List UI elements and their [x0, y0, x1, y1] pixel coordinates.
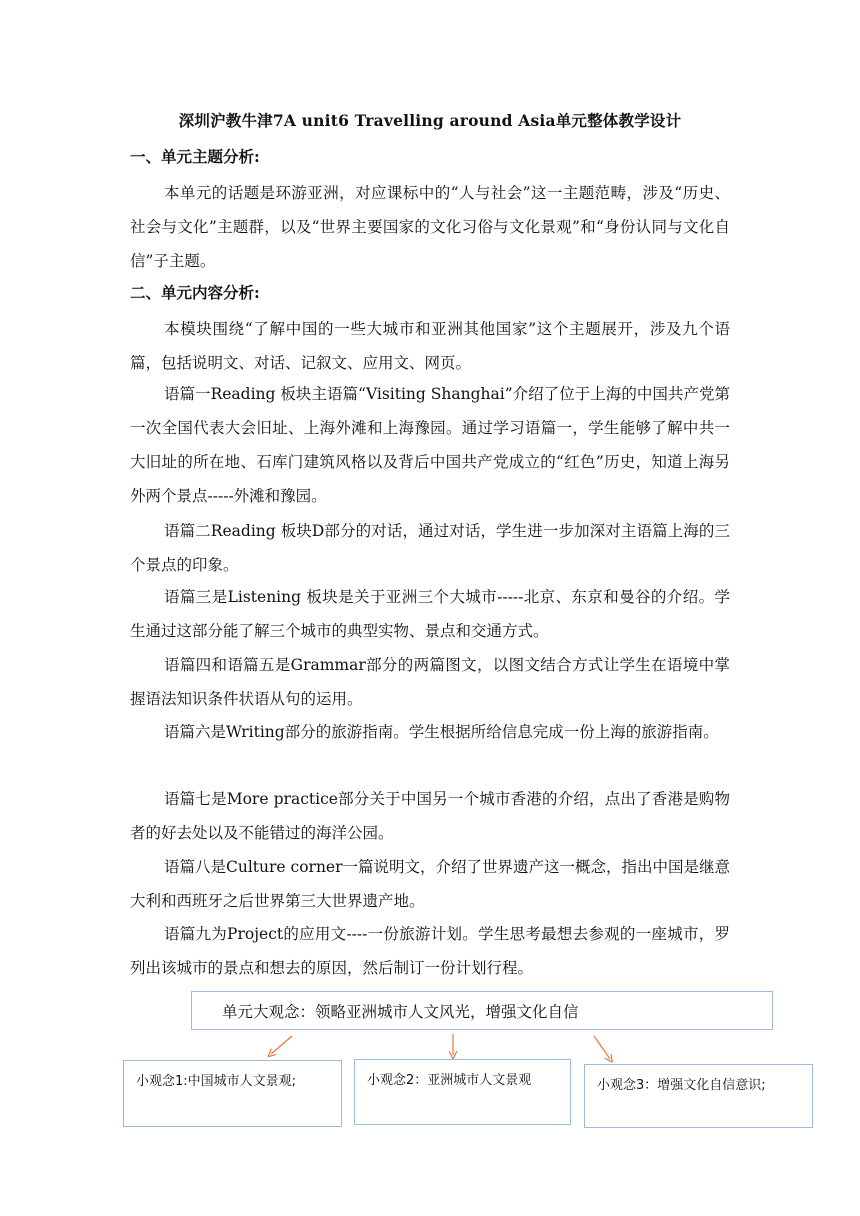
paragraph-text-1: 语篇一Reading 板块主语篇“Visiting Shanghai”介绍了位于上海的中国共产党第一次全国代表大会旧址、上海外滩和上海豫园。通过学习语篇一，学生能够了解中共一大旧址的所在地、石库门建筑风格以及背后中国共产党成立的“红色”历史，知道上海另外两个景点-----外滩和豫园。 [130, 385, 730, 505]
arrow-to-sub-concept-1 [271, 1036, 292, 1054]
paragraph-text-4-5: 语篇四和语篇五是Grammar部分的两篇图文，以图文结合方式让学生在语境中掌握语法知识条件状语从句的运用。 [130, 656, 730, 708]
arrow-to-sub-concept-3 [594, 1036, 610, 1059]
section-heading-theme-analysis: 一、单元主题分析: [130, 147, 260, 166]
sub-concept-box-1 [123, 1060, 342, 1127]
sub-concept-1-text: 小观念1:中国城市人文景观; [136, 1074, 297, 1089]
sub-concept-3-text: 小观念3：增强文化自信意识; [597, 1078, 766, 1093]
paragraph-text-2: 语篇二Reading 板块D部分的对话，通过对话，学生进一步加深对主语篇上海的三个景点的印象。 [130, 522, 730, 574]
main-concept-text: 单元大观念：领略亚洲城市人文风光，增强文化自信 [222, 1003, 579, 1021]
paragraph-text-3: 语篇三是Listening 板块是关于亚洲三个大城市-----北京、东京和曼谷的介绍。学生通过这部分能了解三个城市的典型实物、景点和交通方式。 [130, 588, 730, 640]
paragraph-theme: 本单元的话题是环游亚洲，对应课标中的“人与社会”这一主题范畴，涉及“历史、社会与文化”主题群，以及“世界主要国家的文化习俗与文化景观”和“身份认同与文化自信”子主题。 [130, 184, 730, 270]
sub-concept-box-2 [354, 1059, 571, 1125]
paragraph-text-9: 语篇九为Project的应用文----一份旅游计划。学生思考最想去参观的一座城市，罗列出该城市的景点和想去的原因，然后制订一份计划行程。 [130, 925, 730, 977]
paragraph-text-7: 语篇七是More practice部分关于中国另一个城市香港的介绍，点出了香港是购物者的好去处以及不能错过的海洋公园。 [130, 790, 730, 842]
paragraph-text-8: 语篇八是Culture corner一篇说明文，介绍了世界遗产这一概念，指出中国是继意大利和西班牙之后世界第三大世界遗产地。 [130, 858, 731, 910]
sub-concept-box-3 [584, 1064, 813, 1128]
sub-concept-2-text: 小观念2：亚洲城市人文景观 [367, 1073, 532, 1088]
main-concept-box [191, 991, 773, 1030]
paragraph-module-overview: 本模块围绕“了解中国的一些大城市和亚洲其他国家”这个主题展开，涉及九个语篇，包括说明文、对话、记叙文、应用文、网页。 [130, 320, 730, 372]
paragraph-text-6: 语篇六是Writing部分的旅游指南。学生根据所给信息完成一份上海的旅游指南。 [164, 723, 719, 741]
document-title: 深圳沪教牛津7A unit6 Travelling around Asia单元整体教学设计 [178, 111, 682, 130]
section-heading-content-analysis: 二、单元内容分析: [130, 283, 260, 302]
